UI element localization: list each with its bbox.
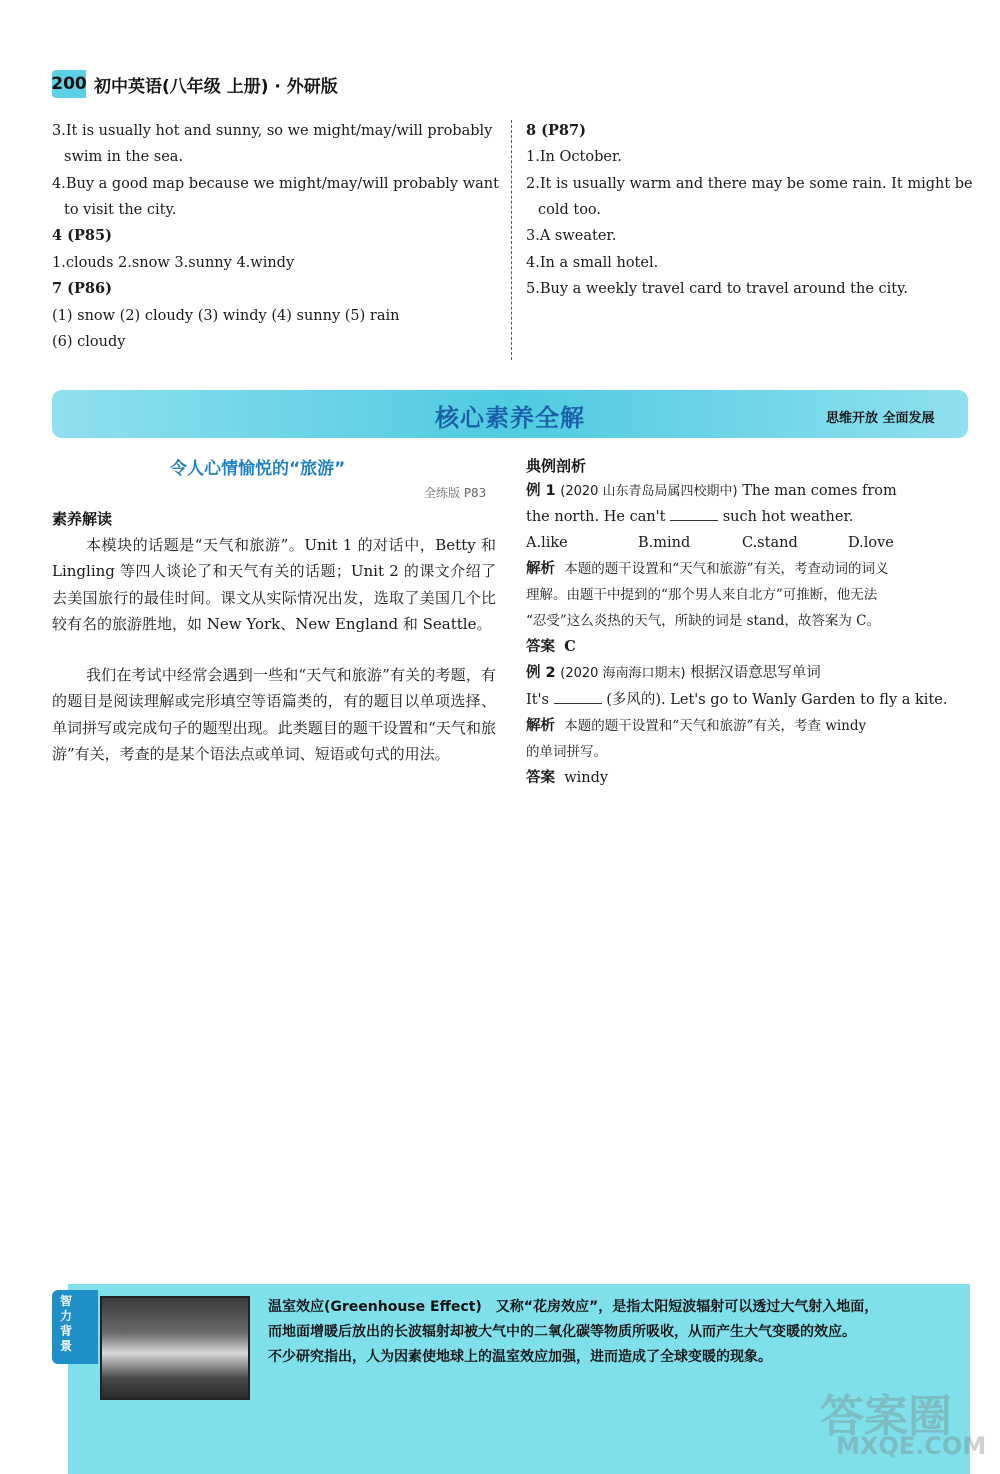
analysis-line: 解析 本题的题干设置和“天气和旅游”有关，考查 windy [526,718,867,734]
question-text: such hot weather. [722,509,854,525]
tip-text: 温室效应(Greenhouse Effect) 又称“花房效应”，是指太阳短波辐射可以透过大气射入地面， [268,1299,879,1315]
answer-line: (1) snow (2) cloudy (3) windy (4) sunny (5) rain [52,308,400,324]
exercise-ref: 7 (P86) [52,280,112,297]
answer-line: 5.Buy a weekly travel card to travel around the city. [526,281,908,297]
tip-text: 而地面增暖后放出的长波辐射却被大气中的二氧化碳等物质所吸收，从而产生大气变暖的效应。 [268,1324,856,1340]
answer-line: to visit the city. [64,202,177,218]
paragraph: 本模块的话题是“天气和旅游”。Unit 1 的对话中，Betty 和 Lingling 等四人谈论了和天气有关的话题；Unit 2 的课文介绍了去美国旅行的最佳时间。课文从实际情况出发，选取了美国几个比较有名的旅游胜地，如 New York、New England 和 Seattle。 [52,536,496,633]
analysis-line: 的单词拼写。 [526,744,607,760]
example-source: (2020 海南海口期末) [560,666,686,681]
answer-line: 1.clouds 2.snow 3.sunny 4.windy [52,255,295,271]
example-instruction: 根据汉语意思写单词 [690,665,821,681]
topic-subtitle: 令人心情愉悦的“旅游” [170,459,346,479]
watermark-logo: 答案圈 [820,1391,952,1442]
example-1-line [526,478,897,506]
example-2-line: It's (多风的). Let's go to Wanly Garden to fly a kite. [526,687,947,714]
example-label: 例 1 [526,483,556,499]
tip-text: 不少研究指出，人为因素使地球上的温室效应加强，进而造成了全球变暖的现象。 [268,1349,772,1365]
option-d: D.love [848,535,894,551]
answer-blank [554,689,602,704]
analysis-label: 解析 [526,718,555,734]
page-reference: 全练版 P83 [424,486,487,500]
section-title: 核心素养全解 [435,404,585,432]
example-label: 例 2 [526,665,556,681]
tip-side-label: 智力背景 [59,1294,72,1353]
question-text: the north. He can't [526,509,666,525]
column-divider [511,120,512,360]
greenhouse-photo [100,1296,250,1400]
section-heading: 素养解读 [52,510,113,528]
answer-label: 答案 [526,639,555,655]
answer-line: swim in the sea. [64,149,184,165]
question-text: The man comes from [742,483,897,499]
exercise-ref: 4 (P85) [52,227,112,244]
option-b: B.mind [638,535,691,551]
answer-label: 答案 [526,770,555,786]
answer-line: 1.In October. [526,149,622,165]
book-title: 初中英语(八年级 上册) · 外研版 [94,77,338,97]
option-c: C.stand [742,535,798,551]
answer-line: 4.In a small hotel. [526,255,659,271]
answer-line: (6) cloudy [52,334,126,350]
answer-line: 4.Buy a good map because we might/may/will probably want [52,176,499,192]
analysis-line: 解析 本题的题干设置和“天气和旅游”有关，考查动词的词义 [526,561,889,577]
watermark-url: MXQE.COM [836,1432,987,1460]
answer-line: cold too. [538,202,602,218]
analysis-label: 解析 [526,561,555,577]
exercise-ref: 8 (P87) [526,122,586,139]
paragraph: 我们在考试中经常会遇到一些和“天气和旅游”有关的考题，有的题目是阅读理解或完形填空等语篇类的，有的题目以单项选择、单词拼写或完成句子的题型出现。此类题目的题干设置和“天气和旅游”有关，考查的是某个语法点或单词、短语或句式的用法。 [52,666,496,763]
example-source: (2020 山东青岛局属四校期中) [560,484,738,499]
answer-line: 3.A sweater. [526,228,617,244]
section-tag: 思维开放 全面发展 [826,411,935,426]
answer-line: 3.It is usually hot and sunny, so we might/may/will probably [52,123,493,139]
example-1-line [526,504,853,531]
section-heading: 典例剖析 [526,457,587,475]
analysis-line: “忍受”这么炎热的天气，所缺的词是 stand，故答案为 C。 [526,613,880,629]
analysis-line: 理解。由题干中提到的“那个男人来自北方”可推断，他无法 [526,587,878,603]
example-2-line [526,660,821,688]
option-a: A.like [526,535,568,551]
page-number: 200 [52,70,86,98]
answer-blank [670,506,718,521]
answer-line: 答案 C [526,638,576,655]
answer-line: 2.It is usually warm and there may be some rain. It might be [526,176,973,192]
answer-line: 答案 windy [526,770,609,786]
